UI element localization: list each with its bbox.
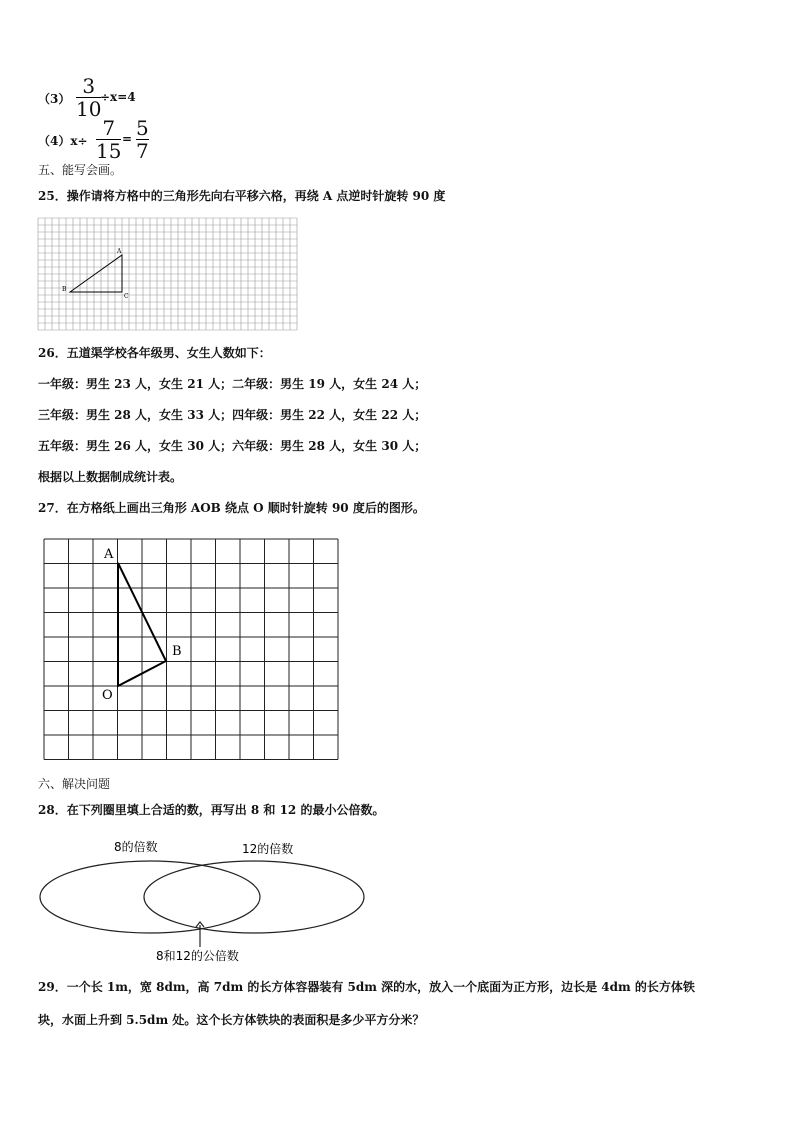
q27-label-o: O: [102, 688, 113, 703]
section-5-heading: 五、能写会画。: [38, 163, 123, 177]
eq3-numerator: 3: [82, 74, 96, 98]
question-26-title: 26．五道渠学校各年级男、女生人数如下：: [38, 346, 271, 360]
venn-circle-right: [144, 861, 364, 933]
q25-label-c: C: [124, 293, 129, 300]
eq4-fraction-1: [96, 118, 121, 161]
question-26-row-3: 五年级：男生 26 人，女生 30 人；六年级：男生 28 人，女生 30 人；: [38, 439, 427, 453]
q25-triangle: [70, 255, 122, 292]
eq3-fraction: [76, 76, 101, 119]
eq4-denominator-2: 7: [136, 139, 149, 163]
question-26-closing: 根据以上数据制成统计表。: [38, 470, 183, 484]
eq3-denominator: 10: [76, 97, 102, 121]
q27-label-a: A: [104, 547, 114, 562]
question-26-row-2: 三年级：男生 28 人，女生 33 人；四年级：男生 22 人，女生 22 人；: [38, 408, 427, 422]
section-6-heading: 六、解决问题: [38, 777, 111, 791]
eq4-equals: =: [122, 132, 133, 146]
eq4-numerator-2: 5: [136, 116, 149, 140]
question-26-row-1: 一年级：男生 23 人，女生 21 人；二年级：男生 19 人，女生 24 人；: [38, 377, 427, 391]
question-25: 25．操作请将方格中的三角形先向右平移六格，再绕 A 点逆时针旋转 90 度: [38, 189, 446, 203]
eq3-rest: ÷x=4: [100, 90, 136, 104]
eq4-fraction-2: [136, 118, 149, 161]
eq4-denominator-1: 15: [96, 139, 122, 163]
q27-label-b: B: [172, 644, 182, 659]
q25-grid: [38, 218, 300, 330]
q27-grid: [44, 539, 339, 761]
eq3-label: （3）: [38, 92, 71, 106]
eq4-label: （4）x÷: [38, 134, 88, 148]
question-29-line-2: 块，水面上升到 5.5dm 处。这个长方体铁块的表面积是多少平方分米？: [38, 1013, 425, 1027]
question-28: 28．在下列圈里填上合适的数，再写出 8 和 12 的最小公倍数。: [38, 803, 385, 817]
question-27: 27．在方格纸上画出三角形 AOB 绕点 O 顺时针旋转 90 度后的图形。: [38, 501, 425, 515]
question-29-line-1: 29．一个长 1m，宽 8dm，高 7dm 的长方体容器装有 5dm 深的水，放入一个底面为正方形，边长是 4dm 的长方体铁: [38, 980, 695, 994]
venn-right-label: 12的倍数: [242, 842, 294, 856]
venn-left-label: 8的倍数: [114, 840, 158, 854]
eq4-numerator-1: 7: [102, 116, 116, 140]
venn-circle-left: [40, 861, 260, 933]
q28-venn-diagram: [40, 835, 370, 965]
q25-label-b: B: [62, 286, 67, 293]
venn-bottom-label: 8和12的公倍数: [156, 949, 239, 963]
q25-label-a: A: [117, 248, 122, 255]
